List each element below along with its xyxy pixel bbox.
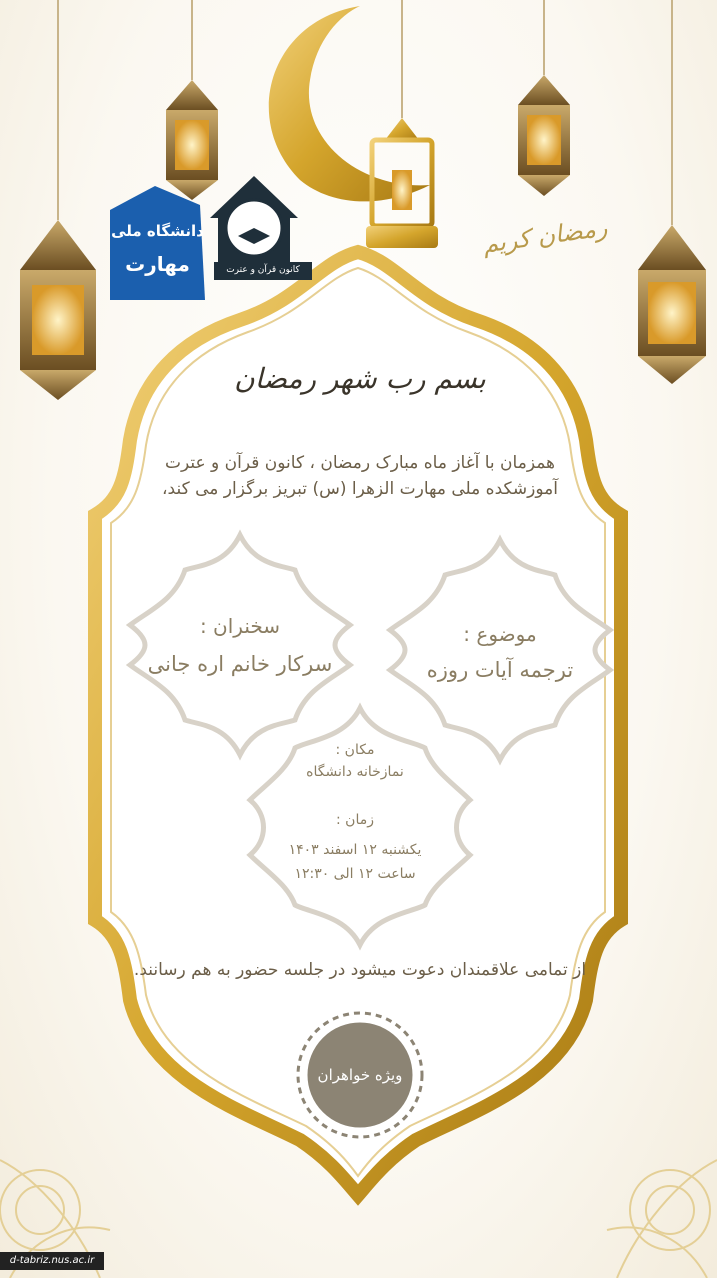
lantern-icon [20,220,96,400]
badge-label: ویژه خواهران [317,1066,403,1084]
lantern-icon [638,225,706,384]
speaker-label: سخنران : [199,614,281,638]
university-logo [110,186,205,300]
intro-line-2: آموزشکده ملی مهارت الزهرا (س) تبریز برگزار می کند، [162,479,558,499]
ramadan-greeting: رمضان کریم [481,213,609,259]
time-label: زمان : [336,812,374,828]
topic-value: ترجمه آیات روزه [426,658,574,682]
site-watermark: d-tabriz.nus.ac.ir [0,1252,104,1270]
place-value: نمازخانه دانشگاه [306,764,404,780]
hour-value: ساعت ۱۲ الی ۱۲:۳۰ [294,866,416,882]
date-value: یکشنبه ۱۲ اسفند ۱۴۰۳ [288,842,422,858]
speaker-value: سرکار خانم اره جانی [147,652,333,676]
place-label: مکان : [335,742,375,758]
topic-label: موضوع : [463,622,537,646]
university-logo-line1: دانشگاه ملی [111,222,204,240]
invitation-text: از تمامی علاقمندان دعوت میشود در جلسه حضور به هم رسانند. [133,960,587,980]
quran-center-logo-label: کانون قرآن و عترت [226,265,300,275]
bless-heading: بسم رب شهر رمضان [234,362,486,395]
intro-line-1: همزمان با آغاز ماه مبارک رمضان ، کانون قرآن و عترت [165,453,555,473]
lantern-icon [166,80,218,200]
lantern-icon [518,75,570,196]
intro-text [150,450,570,502]
university-logo-line2: مهارت [125,252,190,276]
